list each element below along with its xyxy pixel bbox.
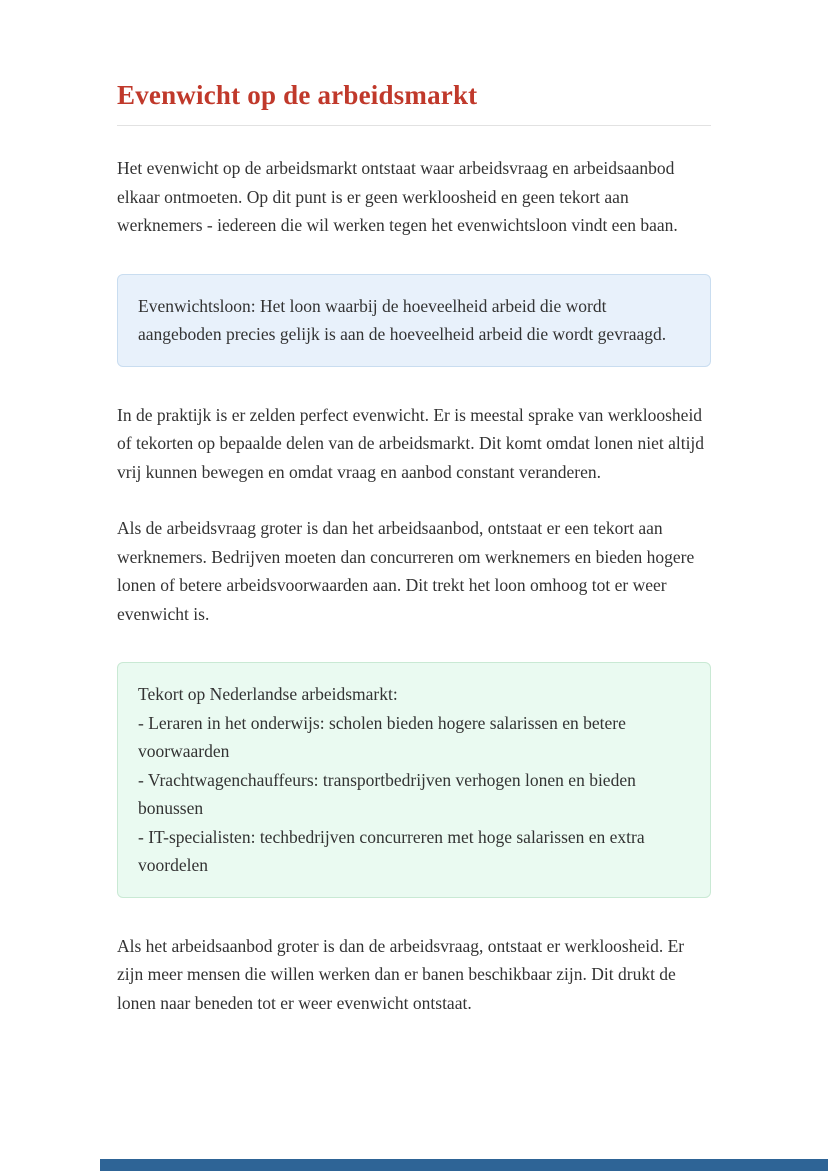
title-divider bbox=[117, 125, 711, 126]
example-box bbox=[117, 662, 711, 898]
example-box-item: - IT-specialisten: techbedrijven concurreren met hoge salarissen en extra voordelen bbox=[138, 826, 645, 875]
paragraph-intro: Het evenwicht op de arbeidsmarkt ontstaat waar arbeidsvraag en arbeidsaanbod elkaar ontmoeten. Op dit punt is er geen werkloosheid en geen tekort aan werknemers - iedereen die wil werken tegen het evenwichtsloon vindt een baan. bbox=[117, 158, 678, 235]
page-title: Evenwicht op de arbeidsmarkt bbox=[117, 80, 478, 110]
example-box-item: - Leraren in het onderwijs: scholen bieden hogere salarissen en betere voorwaarden bbox=[138, 712, 626, 761]
bottom-blue-bar bbox=[100, 1159, 828, 1171]
paragraph-practice: In de praktijk is er zelden perfect evenwicht. Er is meestal sprake van werkloosheid of tekorten op bepaalde delen van de arbeidsmarkt. Dit komt omdat lonen niet altijd vrij kunnen bewegen en omdat vraag en aanbod constant veranderen. bbox=[117, 404, 705, 482]
paragraph-surplus: Als het arbeidsaanbod groter is dan de arbeidsvraag, ontstaat er werkloosheid. Er zijn meer mensen die willen werken dan er banen beschikbaar zijn. Dit drukt de lonen naar beneden tot er weer evenwicht ontstaat. bbox=[117, 935, 685, 1013]
example-box-title: Tekort op Nederlandse arbeidsmarkt: bbox=[138, 684, 398, 704]
definition-box bbox=[117, 274, 711, 367]
definition-box-text: Evenwichtsloon: Het loon waarbij de hoeveelheid arbeid die wordt aangeboden precies gelijk is aan de hoeveelheid arbeid die wordt gevraagd. bbox=[138, 295, 667, 344]
example-box-item: - Vrachtwagenchauffeurs: transportbedrijven verhogen lonen en bieden bonussen bbox=[138, 769, 636, 818]
paragraph-shortage: Als de arbeidsvraag groter is dan het arbeidsaanbod, ontstaat er een tekort aan werknemers. Bedrijven moeten dan concurreren om werknemers en bieden hogere lonen of betere arbeidsvoorwaarden aan. Dit trekt het loon omhoog tot er weer evenwicht is. bbox=[117, 518, 695, 624]
